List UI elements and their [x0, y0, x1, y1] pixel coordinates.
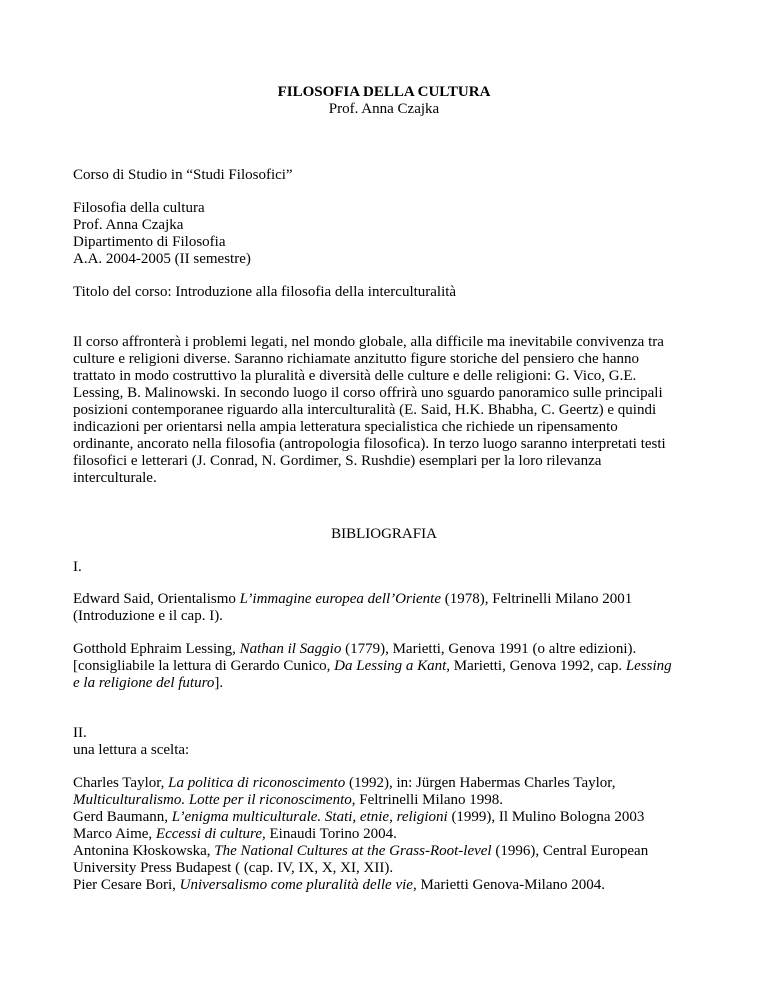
course-of-study: Corso di Studio in “Studi Filosofici”: [73, 167, 293, 183]
course-description: [73, 334, 713, 487]
course-info: [73, 200, 713, 268]
bib-entry-lessing: [73, 641, 713, 692]
bib-line: Multiculturalismo. Lotte per il riconoscimento, Feltrinelli Milano 1998.: [73, 792, 503, 808]
bib-line: Marco Aime, Eccessi di culture, Einaudi Torino 2004.: [73, 826, 397, 842]
description-line: indicazioni per orientarsi nella ampia letteratura specialistica che richiede un ripensamento: [73, 419, 618, 435]
bib-line: Antonina Kłoskowska, The National Cultures at the Grass-Root-level (1996), Central European: [73, 843, 649, 859]
course-info-line: Filosofia della cultura: [73, 200, 205, 216]
bib-list-2: [73, 775, 713, 894]
document-title: FILOSOFIA DELLA CULTURA: [277, 84, 491, 100]
bib-line: (Introduzione e il cap. I).: [73, 608, 223, 624]
section-label-1: I.: [73, 559, 82, 575]
course-title: Titolo del corso: Introduzione alla filosofia della interculturalità: [73, 284, 457, 300]
bib-line: Edward Said, Orientalismo L’immagine europea dell’Oriente (1978), Feltrinelli Milano 2001: [73, 591, 633, 607]
course-info-line: Prof. Anna Czajka: [73, 217, 184, 233]
section-label-2: II.: [73, 725, 87, 741]
bib-entry-said: [73, 591, 713, 625]
bibliography-heading: BIBLIOGRAFIA: [331, 526, 437, 542]
bib-line: Charles Taylor, La politica di riconoscimento (1992), in: Jürgen Habermas Charles Taylor,: [73, 775, 616, 791]
description-line: ordinante, ancorato nella filosofia (antropologia filosofica). In terzo luogo saranno interpretati testi: [73, 436, 666, 452]
description-line: Il corso affronterà i problemi legati, nel mondo globale, alla difficile ma inevitabile convivenza tra: [73, 334, 664, 350]
course-info-line: Dipartimento di Filosofia: [73, 234, 226, 250]
bib-line: Gerd Baumann, L’enigma multiculturale. Stati, etnie, religioni (1999), Il Mulino Bologna 2003: [73, 809, 645, 825]
description-line: culture e religioni diverse. Saranno richiamate anzitutto figure storiche del pensiero che hanno: [73, 351, 640, 367]
description-line: trattato in modo costruttivo la pluralità e diversità delle culture e delle religioni: G. Vico, G.E.: [73, 368, 637, 384]
course-info-line: A.A. 2004-2005 (II semestre): [73, 251, 251, 267]
description-line: posizioni contemporanee riguardo alla interculturalità (E. Said, H.K. Bhabha, C. Geertz) e quindi: [73, 402, 657, 418]
section-intro: una lettura a scelta:: [73, 742, 190, 758]
bib-line: e la religione del futuro].: [73, 675, 224, 691]
section-2-header: [73, 725, 713, 759]
bib-line: [consigliabile la lettura di Gerardo Cunico, Da Lessing a Kant, Marietti, Genova 1992, cap. Lessing: [73, 658, 672, 674]
bib-line: University Press Budapest ( (cap. IV, IX, X, XI, XII).: [73, 860, 394, 876]
bib-line: Pier Cesare Bori, Universalismo come pluralità delle vie, Marietti Genova-Milano 2004.: [73, 877, 605, 893]
description-line: Lessing, B. Malinowski. In secondo luogo il corso offrirà uno sguardo panoramico sulle principali: [73, 385, 663, 401]
professor-name: Prof. Anna Czajka: [328, 101, 440, 117]
bib-line: Gotthold Ephraim Lessing, Nathan il Saggio (1779), Marietti, Genova 1991 (o altre edizioni).: [73, 641, 637, 657]
description-line: filosofici e letterari (J. Conrad, N. Gordimer, S. Rushdie) esemplari per la loro rilevanza: [73, 453, 602, 469]
description-line: interculturale.: [73, 470, 157, 486]
